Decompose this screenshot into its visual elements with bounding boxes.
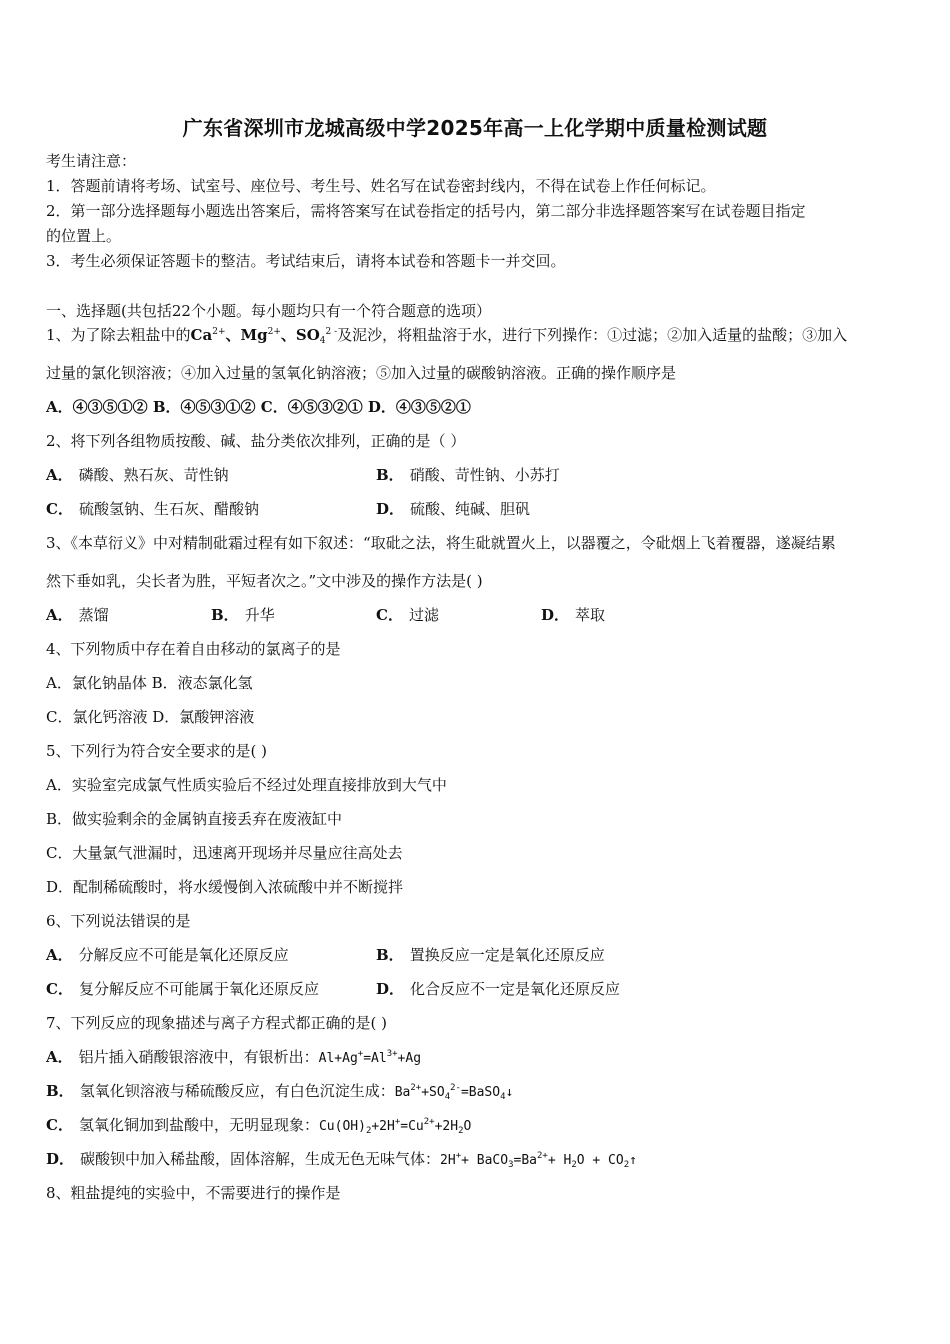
question-1-stem: 1、为了除去粗盐中的$Ca^{2+}$、$Mg^{2+}$、$SO_4^{2 -}$及泥沙，将粗盐溶于水，进行下列操作：①过滤；②加入适量的盐酸；③加入 (46, 326, 848, 346)
question-7-stem: 7、下列反应的现象描述与离子方程式都正确的是( ) (46, 1014, 388, 1032)
question-3-stem-line2: 然下垂如乳，尖长者为胜，平短者次之。”文中涉及的操作方法是( ) (46, 572, 483, 590)
question-7-option-b: B． 氢氧化钡溶液与稀硫酸反应，有白色沉淀生成：$Ba^{2+}+SO_4^{2-}=BaSO_4↓$ (46, 1082, 514, 1102)
question-2-stem: 2、将下列各组物质按酸、碱、盐分类依次排列，正确的是（ ） (46, 432, 466, 450)
notice-heading: 考生请注意： (46, 152, 137, 170)
notice-item: 的位置上。 (46, 227, 122, 245)
question-3-option-c: C． 过滤 (376, 606, 439, 624)
question-3-stem: 3、《本草衍义》中对精制砒霜过程有如下叙述：“取砒之法，将生砒就置火上，以器覆之，令砒烟上飞着覆器，遂凝结累 (46, 534, 836, 552)
question-2-option-d: D． 硫酸、纯碱、胆矾 (376, 500, 531, 518)
question-1-stem-line2: 过量的氯化钡溶液；④加入过量的氢氧化钠溶液；⑤加入过量的碳酸钠溶液。正确的操作顺序是 (46, 364, 677, 382)
question-2-option-a: A． 磷酸、熟石灰、苛性钠 (46, 466, 229, 484)
page-title: 广东省深圳市龙城高级中学2025年高一上化学期中质量检测试题 (182, 116, 768, 140)
section-heading: 一、选择题(共包括22个小题。每小题均只有一个符合题意的选项） (46, 302, 491, 320)
question-5-option-c: C．大量氯气泄漏时，迅速离开现场并尽量应往高处去 (46, 844, 403, 862)
question-6-stem: 6、下列说法错误的是 (46, 912, 191, 930)
question-6-option-c: C． 复分解反应不可能属于氧化还原反应 (46, 980, 319, 998)
notice-item: 3．考生必须保证答题卡的整洁。考试结束后，请将本试卷和答题卡一并交回。 (46, 252, 566, 270)
question-5-option-b: B．做实验剩余的金属钠直接丢弃在废液缸中 (46, 810, 343, 828)
question-5-stem: 5、下列行为符合安全要求的是( ) (46, 742, 268, 760)
notice-item: 2．第一部分选择题每小题选出答案后，需将答案写在试卷指定的括号内，第二部分非选择题答案写在试卷题目指定 (46, 202, 806, 220)
question-4-stem: 4、下列物质中存在着自由移动的氯离子的是 (46, 640, 341, 658)
question-5-option-d: D．配制稀硫酸时，将水缓慢倒入浓硫酸中并不断搅拌 (46, 878, 404, 896)
question-2-option-c: C． 硫酸氢钠、生石灰、醋酸钠 (46, 500, 259, 518)
question-3-option-d: D． 萃取 (541, 606, 606, 624)
question-3-option-a: A． 蒸馏 (46, 606, 109, 624)
question-7-option-d: D． 碳酸钡中加入稀盐酸，固体溶解，生成无色无味气体：$2H^++ BaCO_3=Ba^{2+}+ H_2O$ + $CO_2↑$ (46, 1150, 637, 1170)
question-5-option-a: A．实验室完成氯气性质实验后不经过处理直接排放到大气中 (46, 776, 447, 794)
question-4-options-row1: A．氯化钠晶体 B．液态氯化氢 (46, 674, 253, 692)
question-6-option-b: B． 置换反应一定是氧化还原反应 (376, 946, 605, 964)
question-8-stem: 8、粗盐提纯的实验中，不需要进行的操作是 (46, 1184, 341, 1202)
question-7-option-c: C． 氢氧化铜加到盐酸中，无明显现象：$Cu(OH)_2+2H^+=Cu^{2+}+2H_2O$ (46, 1116, 472, 1136)
question-6-option-a: A． 分解反应不可能是氧化还原反应 (46, 946, 289, 964)
question-6-option-d: D． 化合反应不一定是氧化还原反应 (376, 980, 621, 998)
question-1-options: A．④③⑤①② B．④⑤③①② C．④⑤③②① D．④③⑤②① (46, 398, 471, 416)
question-7-option-a: A． 铝片插入硝酸银溶液中，有银析出：$Al+Ag^+=Al^{3+}+Ag$ (46, 1048, 422, 1066)
notice-item: 1．答题前请将考场、试室号、座位号、考生号、姓名写在试卷密封线内，不得在试卷上作任何标记。 (46, 177, 716, 195)
question-3-option-b: B． 升华 (211, 606, 275, 624)
question-4-options-row2: C．氯化钙溶液 D．氯酸钾溶液 (46, 708, 255, 726)
question-2-option-b: B． 硝酸、苛性钠、小苏打 (376, 466, 560, 484)
